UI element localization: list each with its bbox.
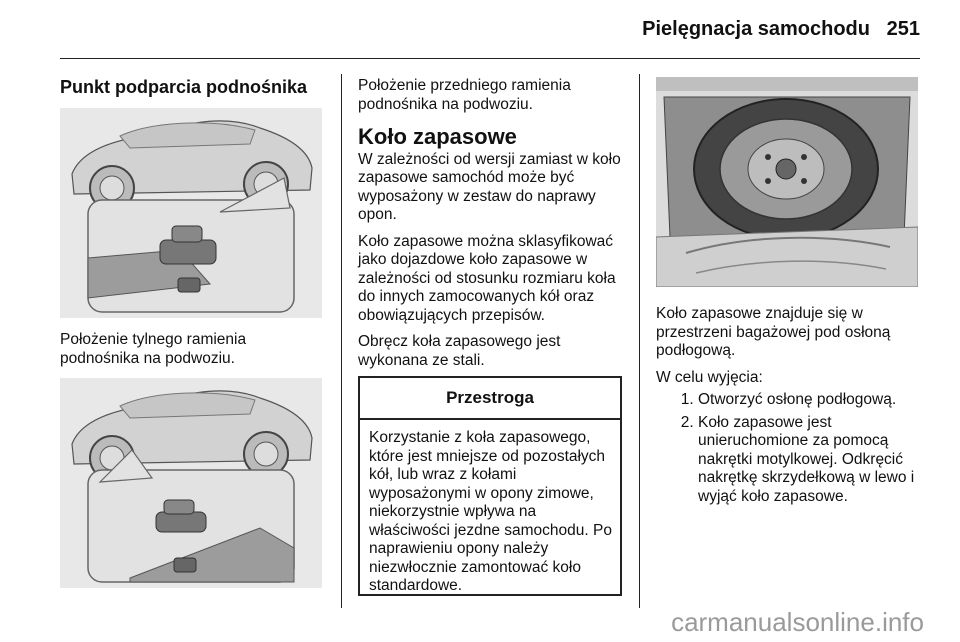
left-column xyxy=(60,78,326,109)
step-1: 1. Otworzyć osłonę podłogową. xyxy=(698,391,918,410)
column-divider-2 xyxy=(639,74,640,608)
spare-wheel-location-text: Koło zapasowe znajduje się w przestrzeni bagażowej pod osłoną podłogową. xyxy=(656,305,891,359)
page-number: 251 xyxy=(886,18,920,40)
caution-title: Przestroga xyxy=(360,378,620,420)
steps-intro: W celu wyjęcia: xyxy=(656,368,763,386)
column-divider-1 xyxy=(341,74,342,608)
figure-spare-wheel-in-trunk xyxy=(656,77,918,287)
running-header-title: Pielęgnacja samochodu xyxy=(642,18,870,40)
figure-car-front-jack-point xyxy=(60,378,322,588)
caption-rear-jack-arm: Położenie tylnego ramienia podnośnika na podwoziu. xyxy=(60,331,247,367)
caution-box xyxy=(358,376,622,596)
section-heading-spare-wheel: Koło zapasowe xyxy=(358,124,517,149)
watermark-text: carmanualsonline.info xyxy=(671,607,924,637)
right-column xyxy=(656,305,918,510)
spare-wheel-paragraph-3: Obręcz koła zapasowego jest wykonana ze stali. xyxy=(358,333,561,369)
step-2: 2. Koło zapasowe jest unieruchomione za pomocą nakrętki motylkowej. Odkręcić nakrętkę skrzydełkową w lewo i wyjąć koło zapasowe. xyxy=(698,414,918,507)
middle-column xyxy=(358,77,628,378)
figure-car-rear-jack-point xyxy=(60,108,322,318)
spare-wheel-paragraph-2: Koło zapasowe można sklasyfikować jako dojazdowe koło zapasowe w zależności od stosunku rozmiaru koła do innych zamocowanych kół oraz obowiązujących przepisów. xyxy=(358,232,616,324)
left-caption-block xyxy=(60,331,320,376)
caption-front-jack-arm: Położenie przedniego ramienia podnośnika na podwoziu. xyxy=(358,77,571,113)
spare-wheel-paragraph-1: W zależności od wersji zamiast w koło zapasowe samochód może być wyposażony w zestaw do naprawy opon. xyxy=(358,150,621,223)
removal-steps-list xyxy=(656,391,918,506)
header-rule xyxy=(60,58,920,59)
section-heading-jack-points: Punkt podparcia podnośnika xyxy=(60,77,308,97)
caution-text: Korzystanie z koła zapasowego, które jest mniejsze od pozostałych kół, lub wraz z kołami wyposażonymi w opony zimowe, niekorzystnie wpływa na właściwości jezdne samochodu. Po naprawieniu opony należy niezwłocznie zamontować koło standardowe. xyxy=(369,429,612,594)
